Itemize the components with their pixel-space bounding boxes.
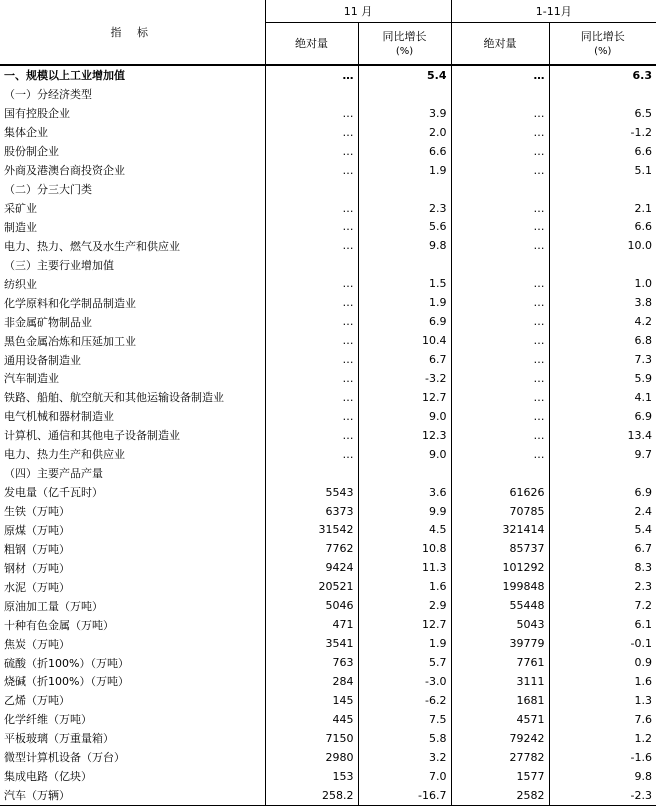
- ytd-growth-cell: -2.3: [549, 786, 656, 805]
- ytd-growth-cell: 1.0: [549, 274, 656, 293]
- table-row: [0, 142, 656, 161]
- table-row: [0, 65, 656, 85]
- ytd-growth-cell: 6.5: [549, 104, 656, 123]
- month-growth-cell: 9.9: [358, 502, 451, 521]
- row-name: 制造业: [4, 220, 37, 234]
- row-name: 外商及港澳台商投资企业: [4, 164, 125, 178]
- month-absolute-cell: …: [265, 388, 358, 407]
- table-row: [0, 691, 656, 710]
- ytd-absolute-cell: …: [451, 312, 549, 331]
- ytd-absolute-cell: 321414: [451, 521, 549, 540]
- row-name: 原油加工量（万吨）: [4, 599, 103, 613]
- ytd-absolute-cell: 2582: [451, 786, 549, 805]
- ytd-growth-cell: 1.6: [549, 672, 656, 691]
- month-growth-cell: 2.3: [358, 199, 451, 218]
- month-growth-cell: 4.5: [358, 521, 451, 540]
- row-name: （三）主要行业增加值: [4, 258, 114, 272]
- table-row: [0, 407, 656, 426]
- ytd-growth-cell: 6.9: [549, 483, 656, 502]
- month-growth-cell: 7.5: [358, 710, 451, 729]
- month-absolute-cell: 7150: [265, 729, 358, 748]
- ytd-absolute-cell: …: [451, 142, 549, 161]
- ytd-absolute-cell: 39779: [451, 634, 549, 653]
- row-name: 平板玻璃（万重量箱）: [4, 732, 114, 746]
- month-growth-cell: 1.9: [358, 634, 451, 653]
- table-row: [0, 596, 656, 615]
- ytd-growth-cell: 0.9: [549, 653, 656, 672]
- ytd-absolute-cell: 4571: [451, 710, 549, 729]
- ytd-absolute-cell: 7761: [451, 653, 549, 672]
- ytd-growth-header: [549, 23, 656, 66]
- row-name: 股份制企业: [4, 145, 59, 159]
- month-growth-cell: [358, 255, 451, 274]
- ytd-absolute-cell: 3111: [451, 672, 549, 691]
- indicator-header: 指 标: [0, 0, 265, 65]
- month-absolute-cell: 9424: [265, 558, 358, 577]
- month-absolute-cell: 20521: [265, 577, 358, 596]
- ytd-growth-cell: 7.3: [549, 350, 656, 369]
- table-row: [0, 748, 656, 767]
- month-absolute-cell: 145: [265, 691, 358, 710]
- ytd-growth-cell: 6.7: [549, 539, 656, 558]
- ytd-growth-cell: 6.8: [549, 331, 656, 350]
- row-name: 粗钢（万吨）: [4, 542, 70, 556]
- row-name: 黑色金属冶炼和压延加工业: [4, 334, 136, 348]
- row-name: 汽车（万辆）: [0, 786, 265, 805]
- ytd-growth-cell: 1.2: [549, 729, 656, 748]
- ytd-absolute-cell: …: [451, 293, 549, 312]
- ytd-growth-cell: 13.4: [549, 426, 656, 445]
- row-name: 十种有色金属（万吨）: [4, 618, 114, 632]
- ytd-growth-label: 同比增长: [580, 29, 625, 43]
- ytd-growth-cell: -0.1: [549, 634, 656, 653]
- ytd-absolute-cell: 5043: [451, 615, 549, 634]
- ytd-growth-cell: 7.6: [549, 710, 656, 729]
- month-growth-cell: -3.0: [358, 672, 451, 691]
- row-name: 生铁（万吨）: [4, 505, 70, 519]
- month-growth-cell: 2.9: [358, 596, 451, 615]
- month-absolute-cell: …: [265, 161, 358, 180]
- month-absolute-cell: …: [265, 236, 358, 255]
- month-growth-cell: 9.8: [358, 236, 451, 255]
- ytd-growth-cell: [549, 85, 656, 104]
- month-growth-cell: 10.8: [358, 539, 451, 558]
- table-row: [0, 577, 656, 596]
- ytd-absolute-cell: 85737: [451, 539, 549, 558]
- ytd-absolute-cell: …: [451, 199, 549, 218]
- period-ytd-header: 1-11月: [451, 0, 656, 23]
- row-name: （二）分三大门类: [4, 183, 92, 197]
- month-growth-cell: 6.7: [358, 350, 451, 369]
- table-row: [0, 426, 656, 445]
- row-name: 汽车制造业: [4, 372, 59, 386]
- ytd-growth-cell: 6.1: [549, 615, 656, 634]
- row-name: 发电量（亿千瓦时）: [4, 486, 103, 500]
- month-absolute-cell: 445: [265, 710, 358, 729]
- ytd-growth-cell: 2.3: [549, 577, 656, 596]
- month-growth-cell: 2.0: [358, 123, 451, 142]
- month-absolute-cell: …: [265, 199, 358, 218]
- ytd-absolute-cell: …: [451, 123, 549, 142]
- row-name: 集成电路（亿块）: [4, 770, 92, 784]
- row-name: 焦炭（万吨）: [4, 637, 70, 651]
- month-absolute-cell: 7762: [265, 539, 358, 558]
- ytd-growth-cell: [549, 255, 656, 274]
- ytd-absolute-cell: 70785: [451, 502, 549, 521]
- ytd-absolute-cell: …: [451, 274, 549, 293]
- table-row: [0, 104, 656, 123]
- month-growth-cell: 1.6: [358, 577, 451, 596]
- ytd-absolute-cell: [451, 180, 549, 199]
- month-absolute-cell: …: [265, 407, 358, 426]
- month-absolute-cell: 471: [265, 615, 358, 634]
- ytd-absolute-cell: 101292: [451, 558, 549, 577]
- ytd-absolute-header: 绝对量: [451, 23, 549, 66]
- table-row: [0, 615, 656, 634]
- month-absolute-cell: …: [265, 142, 358, 161]
- month-growth-cell: 3.6: [358, 483, 451, 502]
- table-row: [0, 464, 656, 483]
- month-absolute-cell: 153: [265, 767, 358, 786]
- month-growth-label: 同比增长: [382, 29, 427, 43]
- ytd-growth-cell: 8.3: [549, 558, 656, 577]
- month-growth-cell: 5.6: [358, 218, 451, 237]
- month-growth-cell: 6.6: [358, 142, 451, 161]
- month-growth-cell: 6.9: [358, 312, 451, 331]
- ytd-growth-cell: 5.1: [549, 161, 656, 180]
- ytd-growth-cell: 6.3: [549, 65, 656, 85]
- month-growth-cell: 5.8: [358, 729, 451, 748]
- row-name: 集体企业: [4, 126, 48, 140]
- table-row: [0, 767, 656, 786]
- table-body: [0, 65, 656, 805]
- ytd-absolute-cell: …: [451, 426, 549, 445]
- month-absolute-cell: 5543: [265, 483, 358, 502]
- ytd-growth-cell: 3.8: [549, 293, 656, 312]
- table-row: [0, 236, 656, 255]
- ytd-absolute-cell: 61626: [451, 483, 549, 502]
- table-row: [0, 502, 656, 521]
- month-growth-cell: 1.9: [358, 293, 451, 312]
- ytd-absolute-cell: [451, 464, 549, 483]
- month-absolute-cell: 3541: [265, 634, 358, 653]
- month-growth-cell: 1.9: [358, 161, 451, 180]
- ytd-absolute-cell: …: [451, 350, 549, 369]
- row-name: 化学原料和化学制品制造业: [4, 296, 136, 310]
- month-absolute-cell: [265, 85, 358, 104]
- month-absolute-cell: 31542: [265, 521, 358, 540]
- ytd-absolute-cell: 199848: [451, 577, 549, 596]
- ytd-growth-cell: -1.6: [549, 748, 656, 767]
- row-name: 化学纤维（万吨）: [4, 713, 92, 727]
- month-growth-cell: 9.0: [358, 407, 451, 426]
- month-absolute-cell: …: [265, 426, 358, 445]
- ytd-absolute-cell: 1577: [451, 767, 549, 786]
- month-absolute-cell: 258.2: [265, 786, 358, 805]
- table-row: [0, 483, 656, 502]
- month-growth-cell: -16.7: [358, 786, 451, 805]
- ytd-absolute-cell: 55448: [451, 596, 549, 615]
- ytd-growth-cell: 9.8: [549, 767, 656, 786]
- row-name: 计算机、通信和其他电子设备制造业: [4, 429, 180, 443]
- ytd-absolute-cell: …: [451, 104, 549, 123]
- ytd-growth-cell: 6.6: [549, 142, 656, 161]
- row-name: 乙烯（万吨）: [4, 694, 70, 708]
- ytd-absolute-cell: …: [451, 388, 549, 407]
- row-name: 纺织业: [4, 277, 37, 291]
- month-absolute-cell: …: [265, 65, 358, 85]
- row-name: 采矿业: [4, 202, 37, 216]
- month-growth-cell: 11.3: [358, 558, 451, 577]
- month-growth-cell: [358, 464, 451, 483]
- month-growth-cell: 5.7: [358, 653, 451, 672]
- ytd-growth-cell: 6.9: [549, 407, 656, 426]
- table-row: [0, 312, 656, 331]
- row-name: 电力、热力、燃气及水生产和供应业: [4, 239, 180, 253]
- month-growth-cell: 12.7: [358, 615, 451, 634]
- ytd-growth-cell: 5.9: [549, 369, 656, 388]
- month-absolute-cell: …: [265, 331, 358, 350]
- month-absolute-cell: …: [265, 350, 358, 369]
- row-name: 烧碱（折100%）（万吨）: [4, 675, 129, 689]
- ytd-growth-cell: 4.2: [549, 312, 656, 331]
- month-growth-cell: 5.4: [358, 65, 451, 85]
- table-row: [0, 85, 656, 104]
- ytd-growth-cell: -1.2: [549, 123, 656, 142]
- ytd-absolute-cell: …: [451, 236, 549, 255]
- ytd-growth-cell: 7.2: [549, 596, 656, 615]
- month-absolute-header: 绝对量: [265, 23, 358, 66]
- month-growth-cell: 7.0: [358, 767, 451, 786]
- ytd-growth-cell: 2.1: [549, 199, 656, 218]
- row-name: （四）主要产品产量: [4, 467, 103, 481]
- row-name: 通用设备制造业: [4, 353, 81, 367]
- period-month-header: 11 月: [265, 0, 451, 23]
- table-row: [0, 180, 656, 199]
- month-absolute-cell: …: [265, 293, 358, 312]
- ytd-absolute-cell: …: [451, 407, 549, 426]
- month-absolute-cell: [265, 464, 358, 483]
- row-name: 铁路、船舶、航空航天和其他运输设备制造业: [4, 391, 224, 405]
- row-name: 硫酸（折100%）（万吨）: [4, 656, 129, 670]
- ytd-growth-cell: [549, 180, 656, 199]
- row-name: 微型计算机设备（万台）: [4, 751, 125, 765]
- table-row: [0, 388, 656, 407]
- month-absolute-cell: …: [265, 369, 358, 388]
- month-absolute-cell: …: [265, 445, 358, 464]
- row-name: （一）分经济类型: [4, 88, 92, 102]
- ytd-growth-cell: 1.3: [549, 691, 656, 710]
- month-growth-cell: -3.2: [358, 369, 451, 388]
- month-absolute-cell: …: [265, 274, 358, 293]
- table-row: [0, 521, 656, 540]
- month-growth-cell: 12.7: [358, 388, 451, 407]
- row-name: 电力、热力生产和供应业: [4, 448, 125, 462]
- ytd-absolute-cell: 1681: [451, 691, 549, 710]
- month-growth-header: [358, 23, 451, 66]
- month-absolute-cell: …: [265, 312, 358, 331]
- table-row: [0, 672, 656, 691]
- row-name: 非金属矿物制品业: [4, 315, 92, 329]
- table-row: [0, 729, 656, 748]
- table-row: [0, 786, 656, 805]
- ytd-absolute-cell: …: [451, 445, 549, 464]
- table-row: [0, 199, 656, 218]
- ytd-growth-cell: [549, 464, 656, 483]
- table-row: [0, 161, 656, 180]
- ytd-absolute-cell: …: [451, 369, 549, 388]
- ytd-absolute-cell: …: [451, 65, 549, 85]
- row-name: 原煤（万吨）: [4, 523, 70, 537]
- month-absolute-cell: …: [265, 218, 358, 237]
- month-growth-cell: [358, 85, 451, 104]
- ytd-absolute-cell: …: [451, 218, 549, 237]
- table-row: [0, 123, 656, 142]
- month-growth-cell: 9.0: [358, 445, 451, 464]
- row-name: 钢材（万吨）: [4, 561, 70, 575]
- month-absolute-cell: …: [265, 104, 358, 123]
- ytd-growth-cell: 9.7: [549, 445, 656, 464]
- ytd-absolute-cell: …: [451, 161, 549, 180]
- month-growth-cell: 10.4: [358, 331, 451, 350]
- month-absolute-cell: 6373: [265, 502, 358, 521]
- row-name: 一、规模以上工业增加值: [4, 69, 125, 83]
- ytd-absolute-cell: …: [451, 331, 549, 350]
- month-absolute-cell: [265, 180, 358, 199]
- month-absolute-cell: 5046: [265, 596, 358, 615]
- month-absolute-cell: 763: [265, 653, 358, 672]
- table-row: [0, 539, 656, 558]
- month-growth-cell: 3.2: [358, 748, 451, 767]
- table-row: [0, 558, 656, 577]
- table-row: [0, 710, 656, 729]
- month-absolute-cell: 2980: [265, 748, 358, 767]
- table-row: [0, 293, 656, 312]
- ytd-growth-cell: 4.1: [549, 388, 656, 407]
- row-name: 电气机械和器材制造业: [4, 410, 114, 424]
- month-absolute-cell: …: [265, 123, 358, 142]
- ytd-growth-cell: 10.0: [549, 236, 656, 255]
- table-row: [0, 274, 656, 293]
- table-row: [0, 369, 656, 388]
- table-row: [0, 218, 656, 237]
- ytd-absolute-cell: 27782: [451, 748, 549, 767]
- month-growth-cell: 12.3: [358, 426, 451, 445]
- ytd-absolute-cell: [451, 255, 549, 274]
- table-row: [0, 445, 656, 464]
- month-growth-cell: [358, 180, 451, 199]
- ytd-absolute-cell: 79242: [451, 729, 549, 748]
- row-name: 水泥（万吨）: [4, 580, 70, 594]
- month-growth-cell: 3.9: [358, 104, 451, 123]
- row-name: 国有控股企业: [4, 107, 70, 121]
- table-row: [0, 634, 656, 653]
- month-growth-unit: (%): [395, 45, 414, 57]
- ytd-growth-cell: 5.4: [549, 521, 656, 540]
- table-header: [0, 0, 656, 65]
- month-growth-cell: 1.5: [358, 274, 451, 293]
- ytd-growth-cell: 6.6: [549, 218, 656, 237]
- ytd-absolute-cell: [451, 85, 549, 104]
- ytd-growth-unit: (%): [594, 45, 612, 57]
- ytd-growth-cell: 2.4: [549, 502, 656, 521]
- table-row: [0, 653, 656, 672]
- month-absolute-cell: [265, 255, 358, 274]
- month-growth-cell: -6.2: [358, 691, 451, 710]
- table-row: [0, 331, 656, 350]
- table-row: [0, 255, 656, 274]
- table-row: [0, 350, 656, 369]
- month-absolute-cell: 284: [265, 672, 358, 691]
